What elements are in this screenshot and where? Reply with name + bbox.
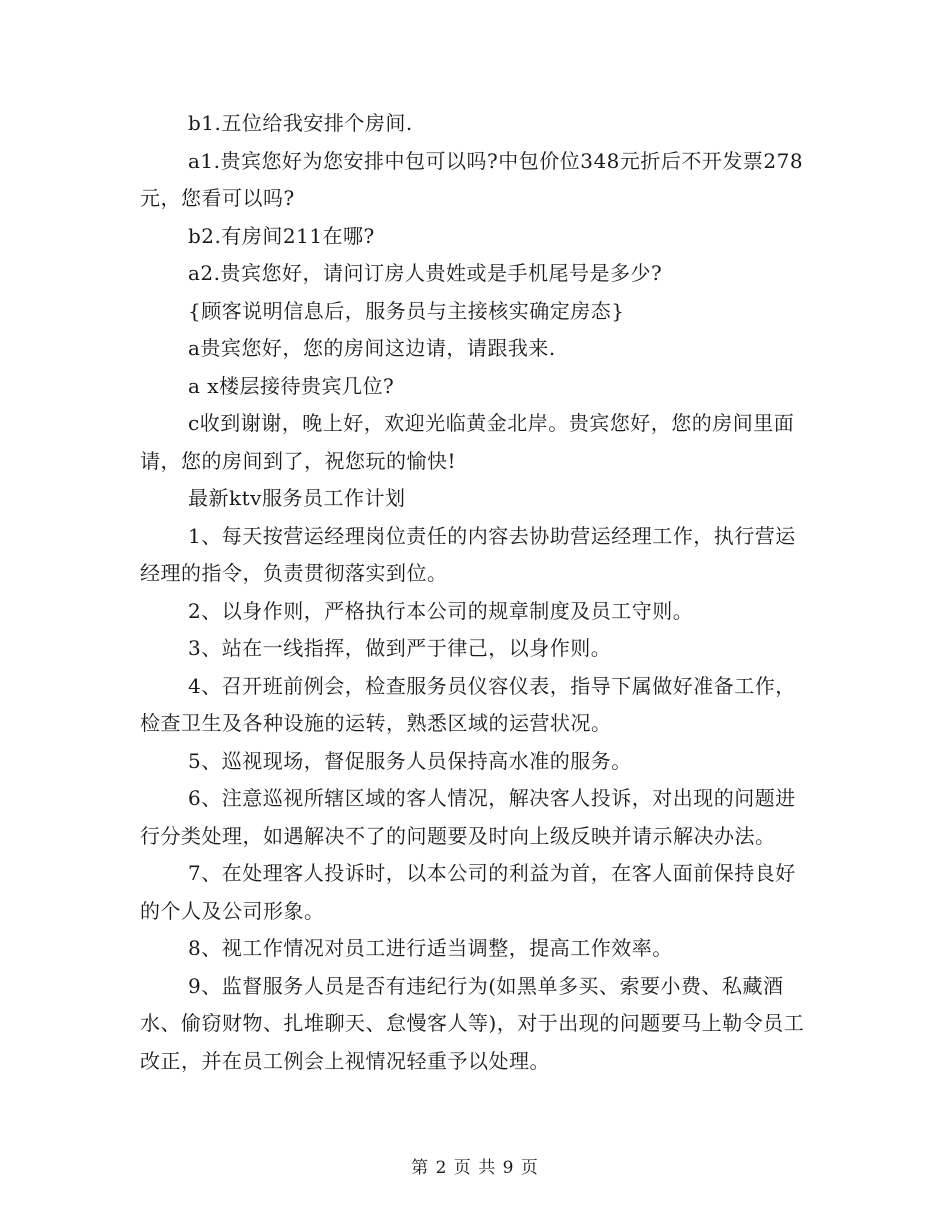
list-item: 4、召开班前例会，检查服务员仪容仪表，指导下属做好准备工作，检查卫生及各种设施的运转，熟悉区域的运营状况。 [140, 673, 796, 735]
paragraph: c收到谢谢，晚上好，欢迎光临黄金北岸。贵宾您好，您的房间里面请，您的房间到了，祝您玩的愉快! [140, 411, 795, 473]
list-item: 7、在处理客人投诉时，以本公司的利益为首，在客人面前保持良好的个人及公司形象。 [140, 861, 796, 923]
paragraph: b2.有房间211在哪? [188, 223, 375, 248]
paragraph: a1.贵宾您好为您安排中包可以吗?中包价位348元折后不开发票278元，您看可以吗? [140, 148, 804, 210]
list-item: 1、每天按营运经理岗位责任的内容去协助营运经理工作，执行营运经理的指令，负责贯彻落实到位。 [140, 523, 796, 585]
paragraph: a2.贵宾您好，请问订房人贵姓或是手机尾号是多少? [188, 261, 663, 285]
paragraph: a x楼层接待贵宾几位? [188, 373, 395, 398]
list-item: 5、巡视现场，督促服务人员保持高水准的服务。 [188, 748, 632, 773]
list-item: 8、视工作情况对员工进行适当调整，提高工作效率。 [188, 936, 673, 960]
paragraph: b1.五位给我安排个房间. [188, 111, 413, 135]
paragraph: a贵宾您好，您的房间这边请，请跟我来. [188, 336, 556, 360]
list-item: 3、站在一线指挥，做到严于律己，以身作则。 [188, 636, 612, 660]
section-heading: 最新ktv服务员工作计划 [188, 486, 406, 510]
list-item: 6、注意巡视所辖区域的客人情况，解决客人投诉，对出现的问题进行分类处理，如遇解决不了的问题要及时向上级反映并请示解决办法。 [140, 786, 796, 848]
list-item: 2、以身作则，严格执行本公司的规章制度及员工守则。 [188, 598, 694, 623]
page-number-footer: 第 2 页 共 9 页 [411, 1158, 539, 1178]
list-item: 9、监督服务人员是否有违纪行为(如黑单多买、索要小费、私藏酒水、偷窃财物、扎堆聊天、怠慢客人等)，对于出现的问题要马上勒令员工改正，并在员工例会上视情况轻重予以处理。 [140, 973, 805, 1073]
paragraph: {顾客说明信息后，服务员与主接核实确定房态} [188, 298, 625, 323]
document-body [140, 105, 810, 1080]
